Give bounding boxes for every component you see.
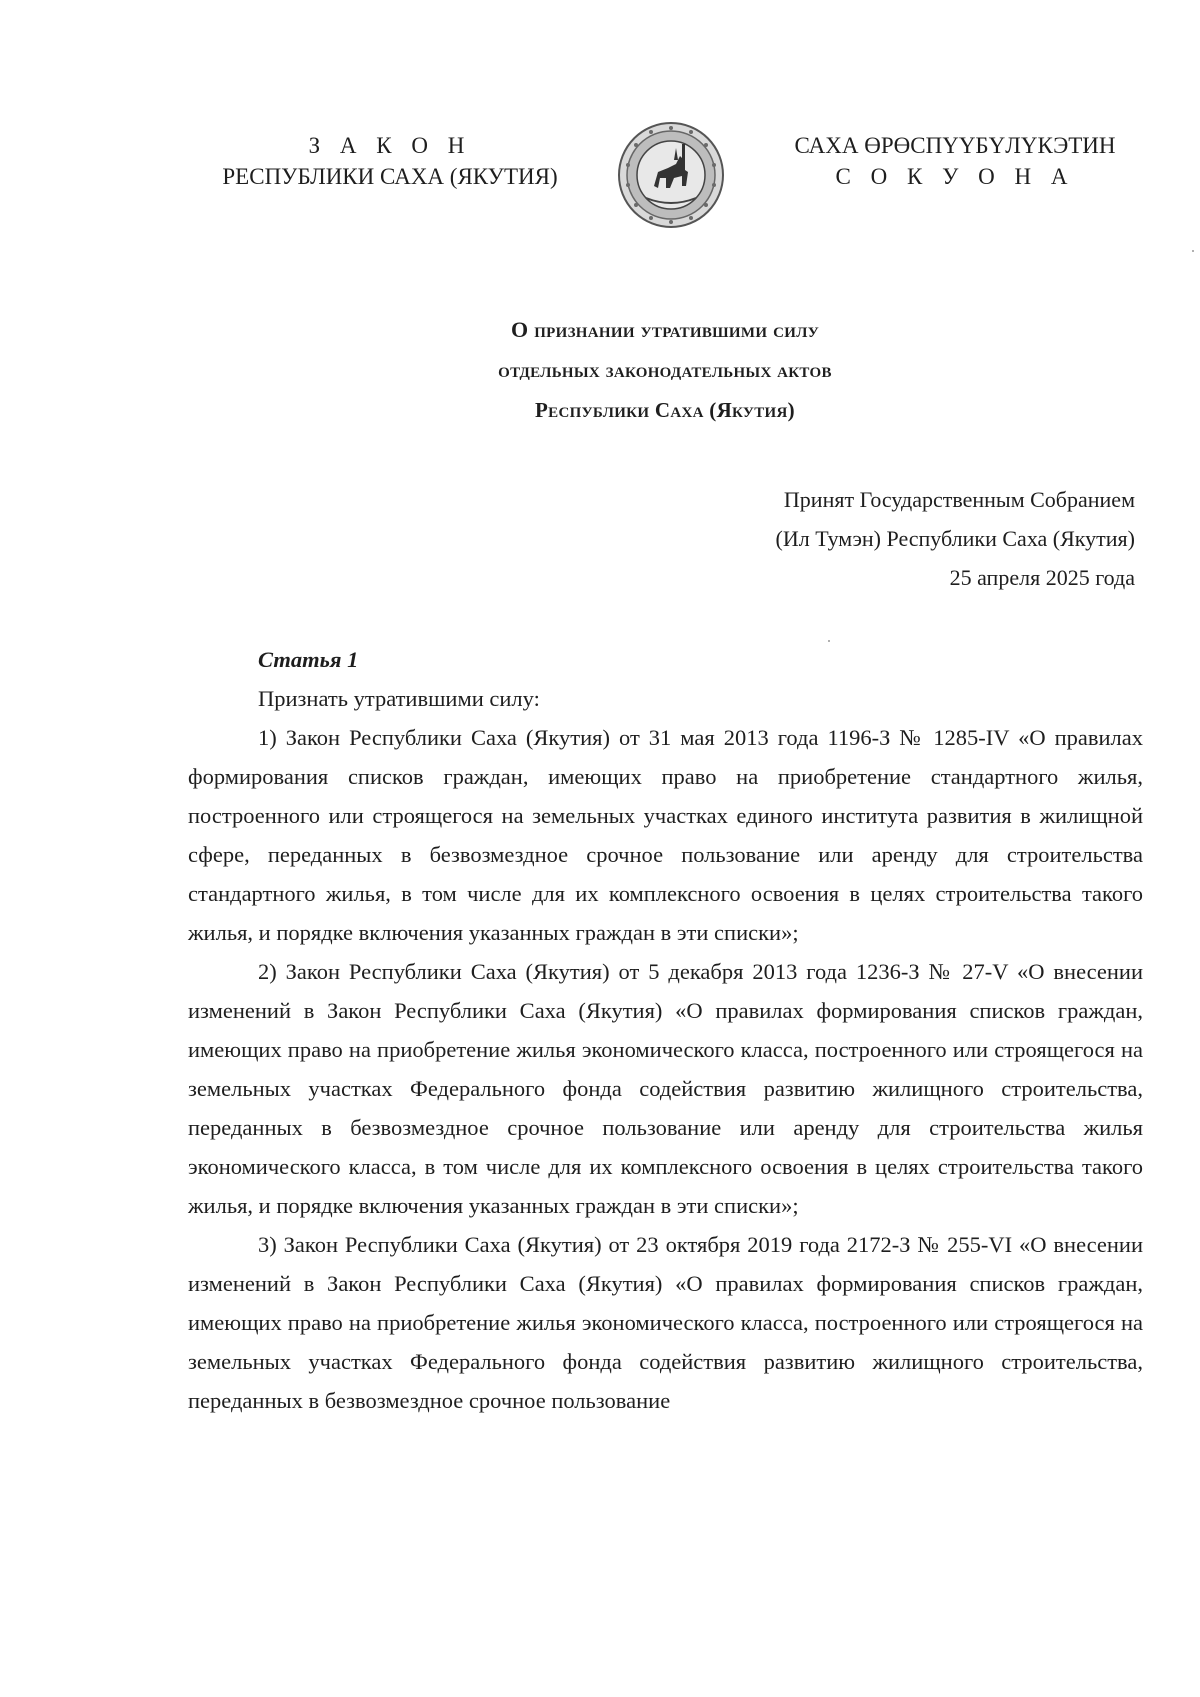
adoption-date: 25 апреля 2025 года xyxy=(949,565,1135,590)
coat-of-arms-emblem-icon xyxy=(616,120,726,230)
article-title: Статья 1 xyxy=(258,647,359,672)
article-item-1: 1) Закон Республики Саха (Якутия) от 31 мая 2013 года 1196-З № 1285-IV «О правилах формирования списков граждан, имеющих право на приобретение стандартного жилья, построенного или строящегося на земельных участках единого института развития в жилищной сфере, переданных в безвозмездное срочное пользование или аренду для строительства стандартного жилья, в том числе для их комплексного освоения в целях строительства такого жилья, и порядке включения указанных граждан в эти списки»; xyxy=(188,725,1143,945)
scan-speck xyxy=(828,640,830,642)
header-right-law: С О К У О Н А xyxy=(835,164,1075,189)
title-line-3: Республики Саха (Якутия) xyxy=(535,398,795,422)
title-line-2: отдельных законодательных актов xyxy=(498,358,832,382)
header-right-republic: САХА ӨРӨСПҮҮБҮЛҮКЭТИН xyxy=(794,133,1116,158)
header-right xyxy=(770,130,1140,192)
title-line-1: О признании утратившими силу xyxy=(510,317,820,342)
adoption-line-2: (Ил Тумэн) Республики Саха (Якутия) xyxy=(775,526,1135,551)
header-left xyxy=(200,130,580,192)
article-body xyxy=(188,640,1143,1420)
header-left-republic: РЕСПУБЛИКИ САХА (ЯКУТИЯ) xyxy=(222,164,558,189)
article-item-2: 2) Закон Республики Саха (Якутия) от 5 декабря 2013 года 1236-З № 27-V «О внесении изменений в Закон Республики Саха (Якутия) «О правилах формирования списков граждан, имеющих право на приобретение жилья экономического класса, построенного или строящегося на земельных участках Федерального фонда содействия развитию жилищного строительства, переданных в безвозмездное срочное пользование или аренду для строительства жилья экономического класса, в том числе для их комплексного освоения в целях строительства такого жилья, и порядке включения указанных граждан в эти списки»; xyxy=(188,959,1143,1218)
document-title xyxy=(0,310,1200,430)
adoption-line-1: Принят Государственным Собранием xyxy=(783,487,1135,512)
header-left-law: З А К О Н xyxy=(308,133,472,158)
article-intro: Признать утратившими силу: xyxy=(258,686,540,711)
adoption-block xyxy=(776,480,1135,597)
article-item-3: 3) Закон Республики Саха (Якутия) от 23 октября 2019 года 2172-З № 255-VI «О внесении изменений в Закон Республики Саха (Якутия) «О правилах формирования списков граждан, имеющих право на приобретение жилья экономического класса, построенного или строящегося на земельных участках Федерального фонда содействия развитию жилищного строительства, переданных в безвозмездное срочное пользование xyxy=(188,1232,1143,1413)
scan-speck xyxy=(1192,250,1194,252)
